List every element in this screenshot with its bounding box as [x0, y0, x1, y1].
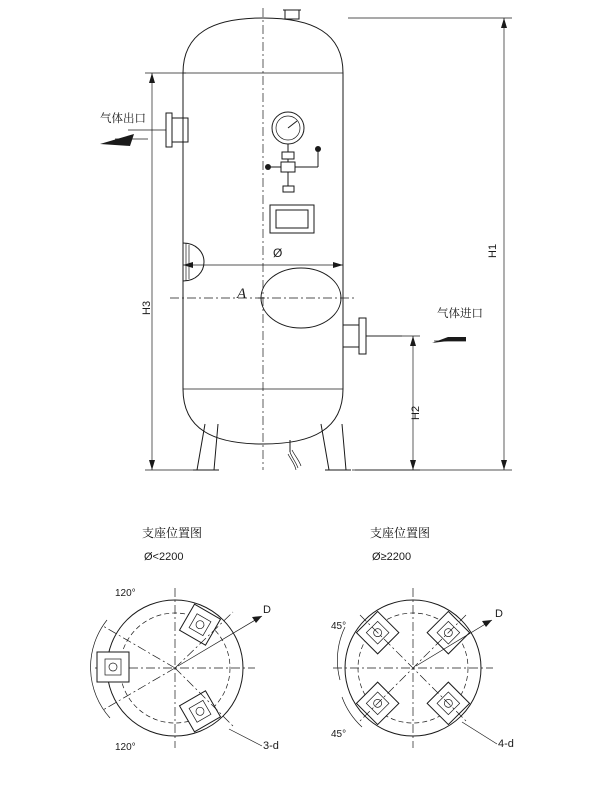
label-manhole-mark: A — [237, 286, 247, 302]
leg-left — [197, 424, 218, 470]
dim-h2-arrow-top — [410, 336, 416, 346]
detail-left-caption: 支座位置图 — [142, 526, 203, 540]
detail-left-hole-note: 3-d — [263, 740, 279, 752]
dim-h3-arrow-bottom — [149, 460, 155, 470]
top-nozzle — [285, 10, 299, 19]
dim-h1-arrow-top — [501, 18, 507, 28]
detail-left-spec: Ø<2200 — [144, 551, 184, 563]
detail-left-angle-bottom: 120° — [115, 742, 136, 753]
inlet-nozzle-body — [343, 325, 359, 347]
detail-left-hole-leader — [229, 729, 262, 746]
detail-right-hole-note: 4-d — [498, 738, 514, 750]
detail-right-caption: 支座位置图 — [370, 526, 431, 540]
detail-right-d-label: D — [495, 608, 503, 620]
leg-right — [321, 424, 346, 470]
pressure-gauge-dial — [272, 112, 304, 144]
detail-left-d-label: D — [263, 604, 271, 616]
gauge-base-fitting — [283, 186, 294, 192]
valve-handle-top — [315, 146, 321, 152]
detail-left-d-arrow — [252, 616, 262, 623]
detail-right-angle-top: 45° — [331, 621, 347, 632]
outlet-nozzle-body — [172, 118, 188, 142]
valve-handle-left — [265, 164, 271, 170]
support-pad-lower — [180, 691, 221, 732]
detail-right-spec: Ø≥2200 — [372, 551, 412, 563]
outlet-nozzle-flange — [166, 113, 172, 147]
detail-right-hole-leader — [462, 722, 497, 744]
dim-h1-arrow-bottom — [501, 460, 507, 470]
support-pad-left — [97, 652, 129, 682]
nameplate-outer — [270, 205, 314, 233]
label-diameter: Ø — [273, 246, 283, 260]
label-gas-inlet: 气体进口 — [437, 308, 483, 320]
inlet-arrow — [432, 337, 466, 343]
nameplate-inner — [276, 210, 308, 228]
outlet-arrow — [100, 134, 134, 146]
detail-left-support-lower — [180, 691, 221, 732]
dim-h2-arrow-bottom — [410, 460, 416, 470]
detail-right-d-arrow — [482, 620, 492, 627]
detail-left-support-left — [97, 652, 129, 682]
gauge-connector — [282, 152, 294, 159]
dim-diameter-arrow-right — [333, 262, 343, 268]
detail-right-angle-bottom: 45° — [331, 729, 347, 740]
gauge-valve — [281, 162, 295, 172]
dim-diameter-arrow-left — [183, 262, 193, 268]
label-h1: H1 — [487, 243, 499, 258]
inlet-nozzle-flange — [359, 318, 366, 354]
label-h3: H3 — [141, 300, 153, 315]
label-gas-outlet: 气体出口 — [100, 113, 146, 125]
detail-right-angle-arc-top — [337, 627, 345, 680]
detail-left-angle-top: 120° — [115, 588, 136, 599]
detail-left-support-upper — [180, 604, 221, 645]
dim-h3-arrow-top — [149, 73, 155, 83]
label-h2: H2 — [410, 405, 422, 420]
support-pad-upper — [180, 604, 221, 645]
